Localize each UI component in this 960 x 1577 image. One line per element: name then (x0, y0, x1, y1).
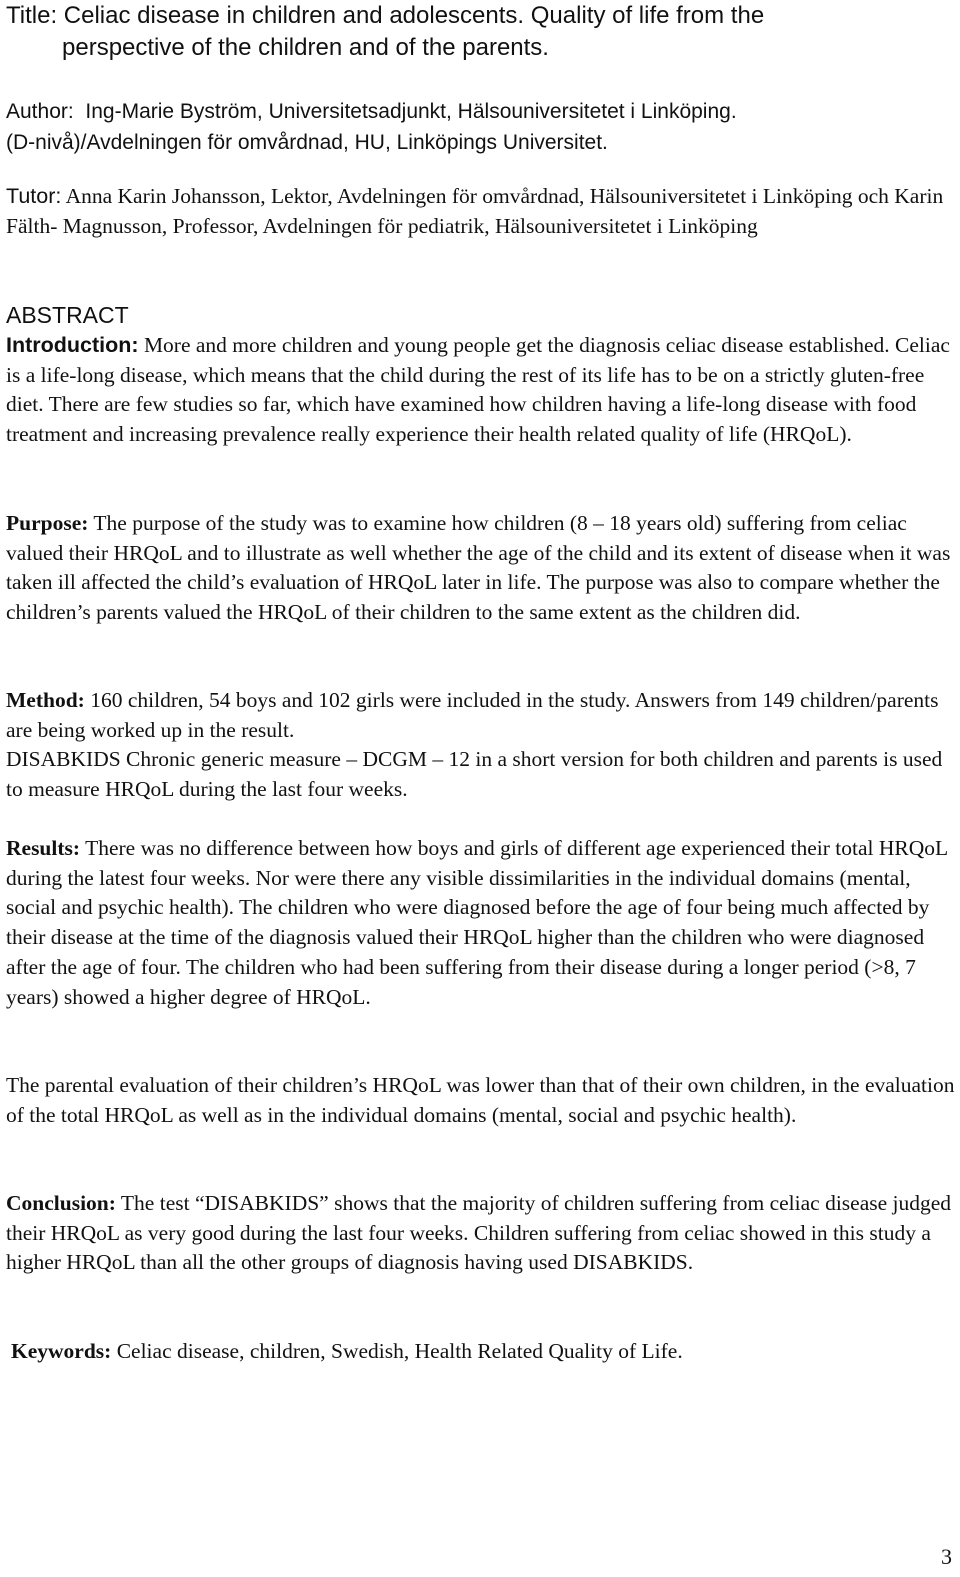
title-label: Title: (6, 2, 58, 29)
title-text-1: Celiac disease in children and adolescents. Quality of life from the (63, 2, 765, 29)
method-text: 160 children, 54 boys and 102 girls were included in the study. Answers from 149 children/parents are being worked up in the result. (6, 688, 939, 742)
author-text-2: (D-nivå)/Avdelningen för omvårdnad, HU, Linköpings Universitet. (6, 131, 608, 154)
keywords-label: Keywords: (11, 1339, 112, 1363)
tutor-label: Tutor: (6, 184, 62, 208)
parental-text: The parental evaluation of their children’s HRQoL was lower than that of their own children, in the evaluation of the total HRQoL as well as in the individual domains (mental, social and psychic health). (6, 1073, 955, 1127)
method-section (6, 686, 956, 805)
title-line-1 (6, 0, 956, 32)
method-text-2: DISABKIDS Chronic generic measure – DCGM – 12 in a short version for both children and parents is used to measure HRQoL during the last four weeks. (6, 747, 943, 802)
tutor-section (6, 182, 956, 241)
purpose-text: The purpose of the study was to examine how children (8 – 18 years old) suffering from celiac valued their HRQoL and to illustrate as well whether the age of the child and its extent of disease when it was taken ill affected the child’s evaluation of HRQoL later in life. The purpose was also to compare whether the children’s parents valued the HRQoL of their children to the same extent as the children did. (6, 511, 951, 625)
introduction-section (6, 331, 956, 450)
results-section (6, 834, 956, 1012)
abstract-heading: ABSTRACT (6, 302, 129, 328)
purpose-label: Purpose: (6, 511, 89, 535)
conclusion-text: The test “DISABKIDS” shows that the majority of children suffering from celiac disease judged their HRQoL as very good during the last four weeks. Children suffering from celiac showed in this study a higher HRQoL than all the other groups of diagnosis having used DISABKIDS. (6, 1191, 952, 1275)
introduction-label: Introduction: (6, 333, 139, 357)
title-text-2: perspective of the children and of the parents. (62, 34, 549, 61)
author-section (6, 96, 956, 158)
author-label: Author: (6, 100, 74, 123)
keywords-section (11, 1337, 960, 1367)
conclusion-label: Conclusion: (6, 1191, 116, 1215)
introduction-text: More and more children and young people get the diagnosis celiac disease established. Celiac is a life-long disease, which means that the child during the rest of its life has to be on a strictly gluten-free diet. There are few studies so far, which have examined how children having a life-long disease with food treatment and increasing prevalence really experience their health related quality of life (HRQoL). (6, 333, 950, 447)
conclusion-section (6, 1189, 956, 1278)
tutor-text: Anna Karin Johansson, Lektor, Avdelningen för omvårdnad, Hälsouniversitetet i Linköping och Karin Fälth- Magnusson, Professor, Avdelningen för pediatrik, Hälsouniversitetet i Linköping (6, 184, 944, 238)
parental-section (6, 1071, 956, 1130)
author-text-1: Ing-Marie Byström, Universitetsadjunkt, Hälsouniversitetet i Linköping. (85, 100, 737, 123)
author-line-1 (6, 96, 956, 127)
page-number: 3 (941, 1544, 952, 1569)
results-text: There was no difference between how boys and girls of different age experienced their total HRQoL during the latest four weeks. Nor were there any visible dissimilarities in the individual domains (mental, social and psychic health). The children who were diagnosed before the age of four being much affected by their disease at the time of the diagnosis valued their HRQoL higher than the children who were diagnosed after the age of four. The children who had been suffering from their disease during a longer period (>8, 7 years) showed a higher degree of HRQoL. (6, 836, 948, 1009)
title-section (6, 0, 956, 64)
keywords-text: Celiac disease, children, Swedish, Health Related Quality of Life. (116, 1339, 683, 1363)
results-label: Results: (6, 836, 81, 860)
purpose-section (6, 509, 956, 628)
method-label: Method: (6, 688, 85, 712)
